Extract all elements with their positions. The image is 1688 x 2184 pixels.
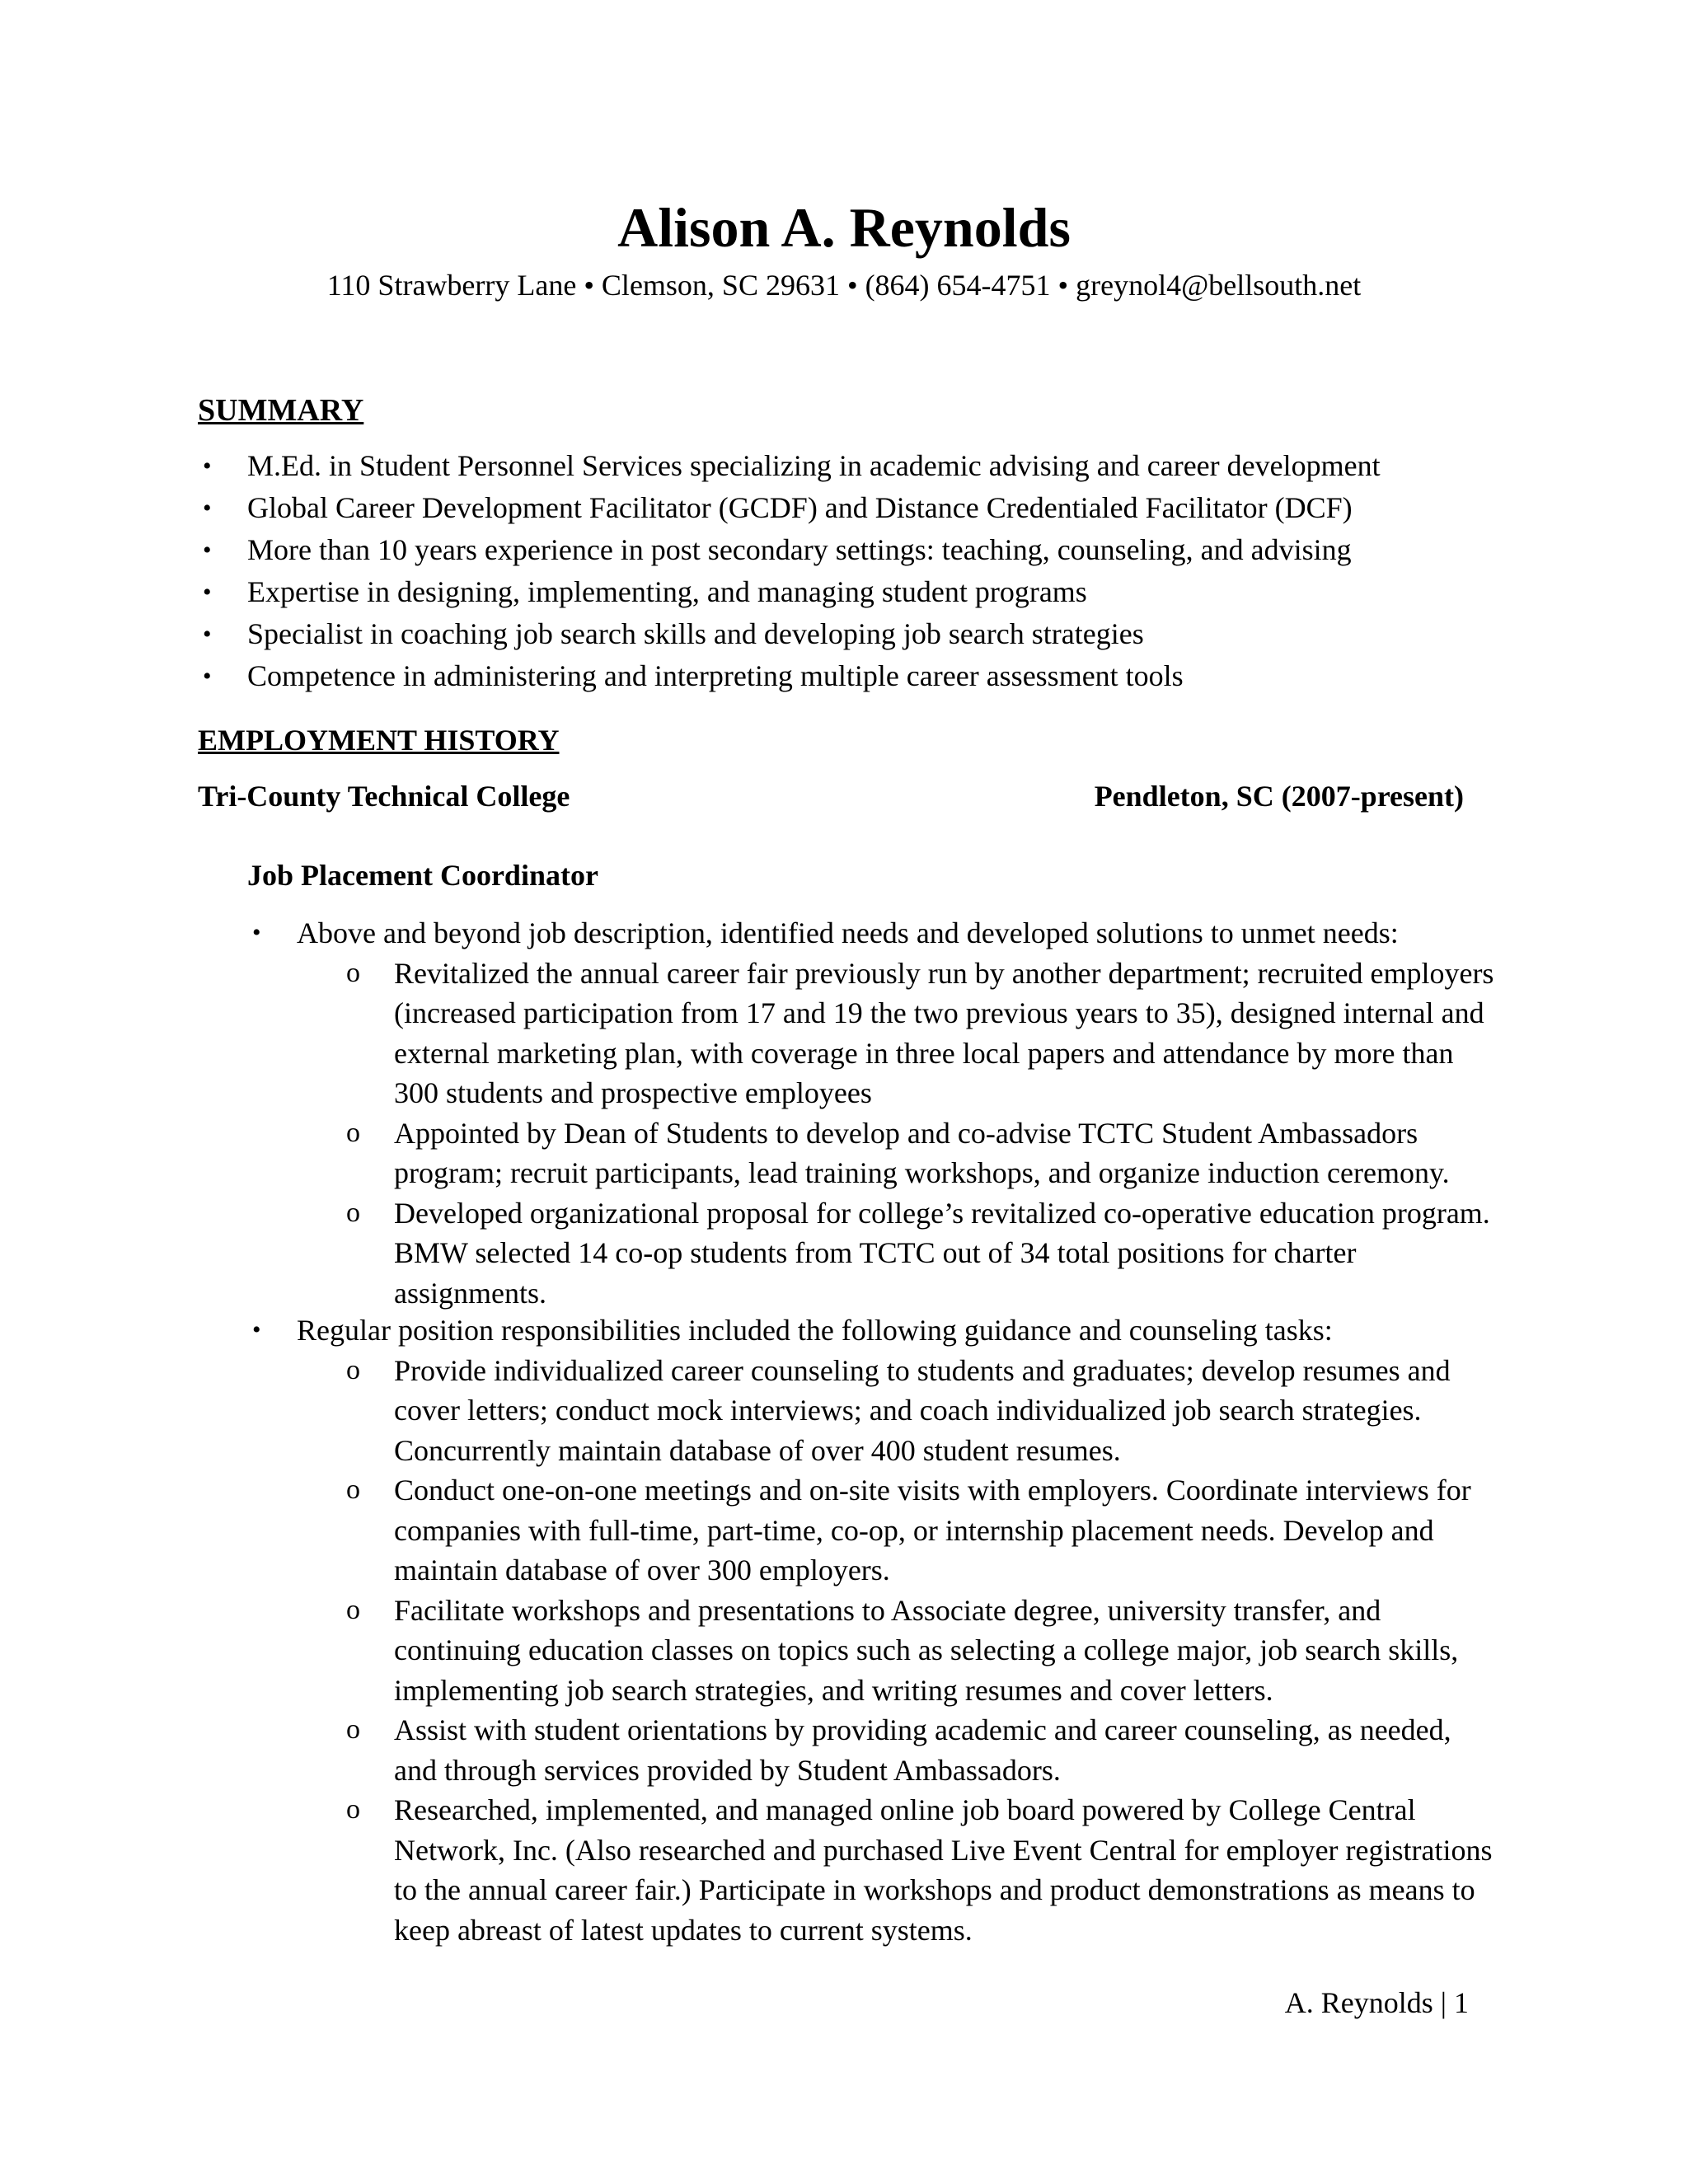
bullet-icon: • [203, 663, 212, 690]
job-title: Job Placement Coordinator [247, 859, 598, 892]
summary-item [198, 487, 1517, 529]
duty-item-text: Provide individualized career counseling to students and graduates; develop resumes and cover letters; conduct mock interviews; and coach individualized job search strategies. Concurrently maintain database of over 400 student resumes. [394, 1353, 1451, 1467]
duty-item [247, 1591, 1500, 1711]
sub-bullet-icon: o [346, 1117, 360, 1148]
page-footer: A. Reynolds | 1 [1284, 1986, 1469, 2019]
duty-lead [247, 1310, 1500, 1351]
bullet-icon: • [252, 1316, 261, 1343]
duty-sub-list [247, 954, 1500, 1314]
contact-line: 110 Strawberry Lane • Clemson, SC 29631 • (864) 654-4751 • greynol4@bellsouth.net [326, 269, 1362, 302]
duty-item [247, 954, 1500, 1113]
duty-item [247, 1113, 1500, 1193]
sub-bullet-icon: o [346, 1197, 360, 1228]
employer-name: Tri-County Technical College [198, 780, 570, 813]
bullet-icon: • [203, 537, 212, 564]
summary-list [198, 445, 1517, 697]
employer-location-dates: Pendleton, SC (2007-present) [1094, 780, 1464, 813]
bullet-icon: • [252, 919, 261, 946]
duty-group [247, 913, 1500, 1313]
duty-item-text: Revitalized the annual career fair previously run by another department; recruited employers (increased participation from 17 and 19 the two previous years to 35), designed internal and external marketing plan, with coverage in three local papers and attendance by more than 300 students and prospective employees [394, 956, 1494, 1109]
sub-bullet-icon: o [346, 1714, 360, 1745]
summary-item-text: Expertise in designing, implementing, and managing student programs [247, 575, 1087, 608]
duty-item-text: Conduct one-on-one meetings and on-site visits with employers. Coordinate interviews for companies with full-time, part-time, co-op, or internship placement needs. Develop and maintain database of over 300 employers. [394, 1474, 1471, 1586]
bullet-icon: • [203, 494, 212, 522]
sub-bullet-icon: o [346, 1474, 360, 1505]
sub-bullet-icon: o [346, 1594, 360, 1625]
duty-item [247, 1470, 1500, 1591]
duty-item-text: Facilitate workshops and presentations to Associate degree, university transfer, and continuing education classes on topics such as selecting a college major, job search skills, implementing job search strategies, and writing resumes and cover letters. [394, 1593, 1459, 1707]
summary-item-text: Competence in administering and interpreting multiple career assessment tools [247, 659, 1184, 692]
duty-item-text: Researched, implemented, and managed online job board powered by College Central Network, Inc. (Also researched and purchased Live Event Central for employer registrations to the annual career fair.) Participate in workshops and product demonstrations as means to keep abreast of latest updates to current systems. [394, 1793, 1493, 1947]
duty-item-text: Developed organizational proposal for college’s revitalized co-operative education program. BMW selected 14 co-op students from TCTC out of 34 total positions for charter assignments. [394, 1196, 1490, 1310]
duty-item [247, 1193, 1500, 1314]
bullet-icon: • [203, 579, 212, 606]
duty-group [247, 1310, 1500, 1950]
duty-lead-text: Above and beyond job description, identified needs and developed solutions to unmet needs: [297, 916, 1399, 949]
duty-sub-list [247, 1351, 1500, 1951]
summary-heading: SUMMARY [198, 393, 364, 428]
employment-heading: EMPLOYMENT HISTORY [198, 724, 560, 757]
bullet-icon: • [203, 621, 212, 648]
summary-item [198, 613, 1517, 655]
candidate-name: Alison A. Reynolds [617, 196, 1071, 259]
sub-bullet-icon: o [346, 1794, 360, 1825]
duty-item-text: Appointed by Dean of Students to develop and co-advise TCTC Student Ambassadors program; recruit participants, lead training workshops, and organize induction ceremony. [394, 1116, 1450, 1189]
duty-item [247, 1710, 1500, 1790]
summary-item-text: More than 10 years experience in post secondary settings: teaching, counseling, and advising [247, 533, 1352, 566]
summary-item-text: Global Career Development Facilitator (GCDF) and Distance Credentialed Facilitator (DCF) [247, 491, 1353, 524]
summary-item [198, 655, 1517, 697]
duty-lead [247, 913, 1500, 954]
sub-bullet-icon: o [346, 1354, 360, 1385]
duty-item-text: Assist with student orientations by providing academic and career counseling, as needed, and through services provided by Student Ambassadors. [394, 1713, 1451, 1787]
duty-item [247, 1351, 1500, 1471]
sub-bullet-icon: o [346, 957, 360, 988]
summary-item-text: Specialist in coaching job search skills and developing job search strategies [247, 617, 1144, 650]
summary-item [198, 571, 1517, 613]
summary-item [198, 445, 1517, 487]
duty-item [247, 1790, 1500, 1950]
duty-lead-text: Regular position responsibilities included the following guidance and counseling tasks: [297, 1314, 1333, 1347]
bullet-icon: • [203, 452, 212, 480]
summary-item-text: M.Ed. in Student Personnel Services specializing in academic advising and career development [247, 449, 1381, 482]
summary-item [198, 529, 1517, 571]
